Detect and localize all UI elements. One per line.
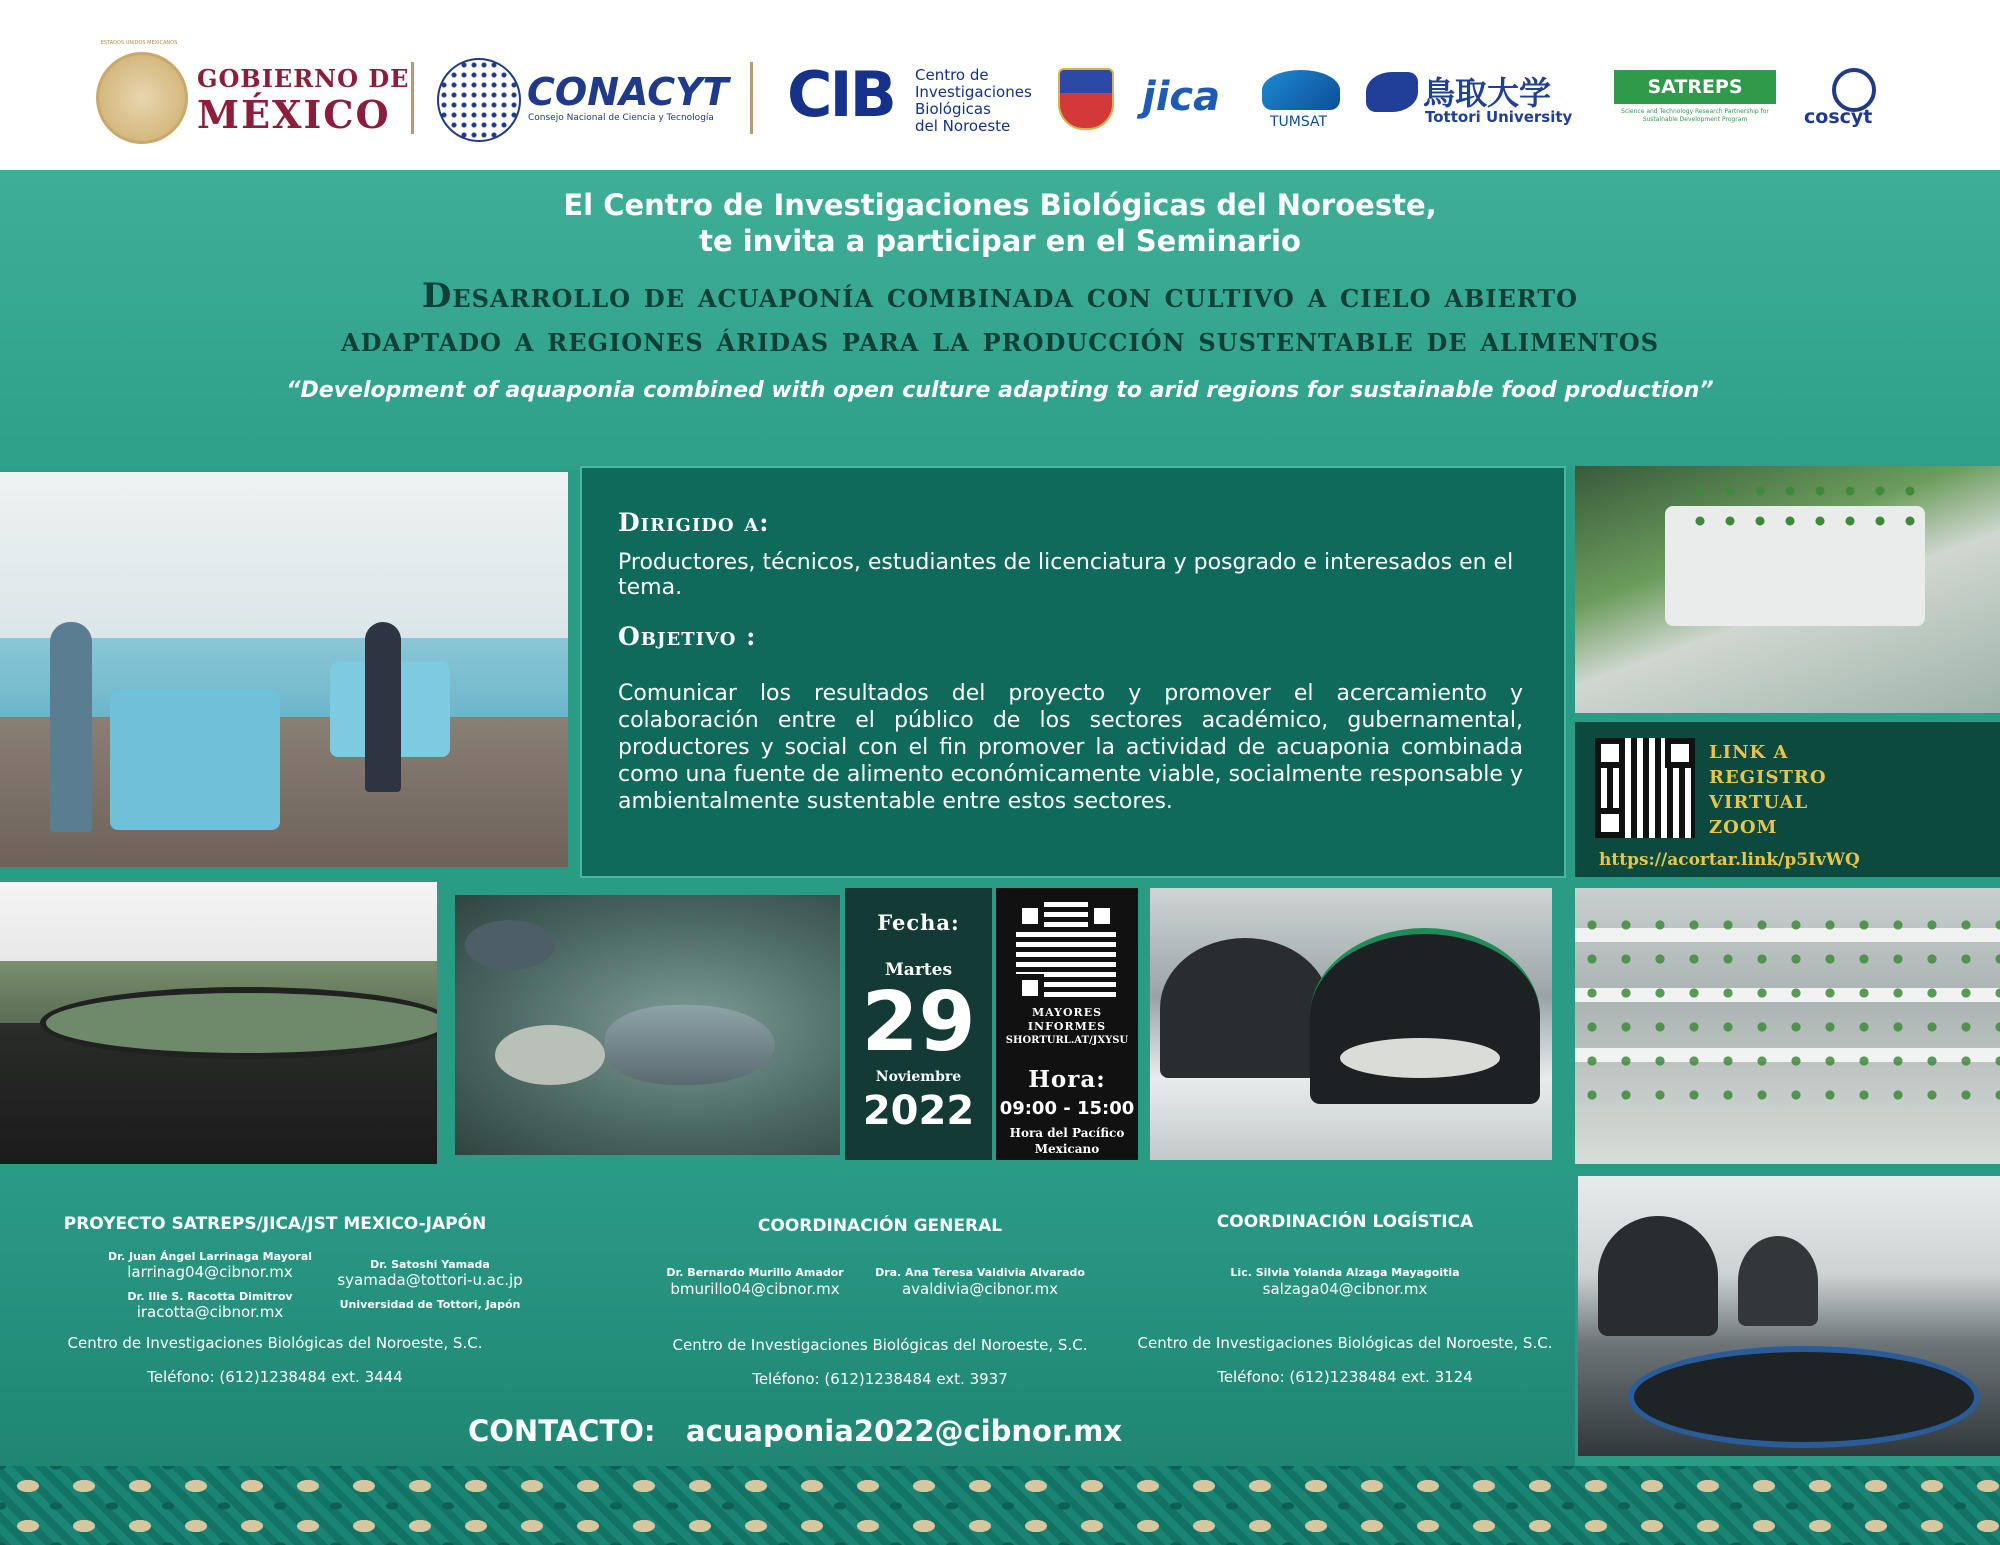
tank (110, 690, 280, 830)
col2-person2-email[interactable]: avaldivia@cibnor.mx (901, 1280, 1059, 1298)
intro-line2: te invita a participar en el Seminario (699, 224, 1301, 258)
gobierno-line2: MÉXICO (197, 92, 391, 137)
divider (411, 62, 414, 134)
fecha-year: 2022 (862, 1088, 975, 1134)
contacto-email[interactable]: acuaponia2022@cibnor.mx (686, 1414, 1123, 1448)
col1-person3-email[interactable]: iracotta@cibnor.mx (136, 1303, 284, 1321)
col3-title: COORDINACIÓN LOGÍSTICA (1216, 1212, 1474, 1232)
hydroponic-pipes-photo (1575, 888, 2000, 1164)
tank-open (1628, 1346, 1980, 1448)
gobierno-line1: GOBIERNO DE (197, 64, 410, 93)
registro-box[interactable] (1575, 722, 2000, 877)
cib-line4: del Noroeste (915, 117, 1011, 135)
col2-person2-name: Dra. Ana Teresa Valdivia Alvarado (875, 1266, 1085, 1279)
title-english: “Development of aquaponia combined with open culture adapting to arid regions for sustainable food production” (286, 378, 1714, 403)
informes-line2: INFORMES (1027, 1020, 1107, 1033)
hora-zone2: Mexicano (1034, 1142, 1100, 1156)
cib-line2: Investigaciones (915, 83, 1032, 101)
tumsat-name: TUMSAT (1270, 114, 1328, 130)
col1-institution: Centro de Investigaciones Biológicas del Noroeste, S.C. (67, 1334, 483, 1352)
dirigido-heading: Dirigido a: (618, 508, 770, 537)
col1-phone: Teléfono: (612)1238484 ext. 3444 (147, 1368, 403, 1386)
informes-line1: MAYORES (1031, 1006, 1103, 1019)
registro-line2: REGISTRO (1709, 767, 1827, 788)
coscyt-name: coscyt (1804, 106, 1873, 128)
fish (495, 1025, 605, 1085)
bcs-shield-icon (1058, 68, 1114, 130)
cib-line1: Centro de (915, 66, 989, 84)
fecha-month: Noviembre (875, 1069, 962, 1085)
qr-code-informes[interactable] (1016, 902, 1116, 1002)
tottori-english: Tottori University (1425, 108, 1573, 126)
conacyt-name: CONACYT (527, 70, 729, 114)
col2-person1-name: Dr. Bernardo Murillo Amador (666, 1266, 844, 1279)
mexico-seal-icon (96, 52, 188, 144)
col1-person4-name: Universidad de Tottori, Japón (339, 1298, 521, 1311)
col1-person2-email[interactable]: syamada@tottori-u.ac.jp (337, 1271, 523, 1289)
informes-link[interactable]: SHORTURL.AT/JXYSU (1005, 1035, 1129, 1046)
tilapia-photo (455, 895, 840, 1155)
col3-person1-email[interactable]: salzaga04@cibnor.mx (1262, 1280, 1428, 1298)
conacyt-subtitle: Consejo Nacional de Ciencia y Tecnología (528, 113, 714, 123)
tank-dome (1160, 938, 1330, 1078)
dome-tanks-photo (1578, 1176, 2000, 1456)
fecha-label: Fecha: (877, 910, 960, 935)
fish (465, 920, 555, 970)
mexico-seal-text: ESTADOS UNIDOS MEXICANOS (100, 40, 178, 46)
col1-person2-name: Dr. Satoshi Yamada (370, 1258, 490, 1271)
greenhouse-photo (0, 472, 568, 867)
qr-code-registro[interactable] (1595, 738, 1695, 838)
pattern-motif (0, 1466, 2000, 1545)
cib-line3: Biológicas (915, 100, 991, 118)
satreps-subtitle: Science and Technology Research Partnership for Sustainable Development Program (1621, 108, 1769, 123)
col3-person1-name: Lic. Silvia Yolanda Alzaga Mayagoitia (1230, 1266, 1460, 1279)
info-panel (580, 466, 1566, 878)
objetivo-heading: Objetivo : (618, 622, 757, 651)
registro-line1: LINK A (1709, 742, 1789, 763)
hora-zone1: Hora del Pacífico (1009, 1126, 1125, 1140)
fecha-weekday: Martes (884, 960, 953, 980)
tank-visitors-photo (0, 882, 437, 1164)
title-line2: adaptado a regiones áridas para la producción sustentable de alimentos (340, 320, 1660, 360)
col2-institution: Centro de Investigaciones Biológicas del Noroeste, S.C. (672, 1336, 1088, 1354)
conacyt-dots-icon (437, 58, 521, 142)
tank-dome (1598, 1216, 1718, 1336)
col1-person3-name: Dr. Ilie S. Racotta Dimitrov (127, 1290, 293, 1303)
tank-dome (1738, 1236, 1818, 1326)
fish (605, 1005, 775, 1085)
dirigido-text: Productores, técnicos, estudiantes de licenciatura y posgrado e interesados en el tema. (618, 550, 1514, 600)
logo-header (0, 0, 2000, 170)
tank-water (40, 987, 437, 1059)
fecha-day: 29 (861, 975, 976, 1070)
biofilter-tanks-photo (1150, 888, 1552, 1160)
tottori-japanese: 鳥取大学 (1423, 74, 1552, 112)
col2-person1-email[interactable]: bmurillo04@cibnor.mx (670, 1280, 840, 1298)
col1-title: PROYECTO SATREPS/JICA/JST MEXICO-JAPÓN (63, 1214, 487, 1234)
plants (1685, 476, 1915, 536)
person (365, 622, 401, 792)
intro-line1: El Centro de Investigaciones Biológicas del Noroeste, (563, 188, 1437, 222)
registro-line3: VIRTUAL (1709, 792, 1809, 813)
title-line1: Desarrollo de acuaponía combinada con cultivo a cielo abierto (421, 276, 1579, 316)
water-foam (1340, 1038, 1500, 1078)
person (50, 622, 92, 832)
aquaponic-strawberry-photo (1575, 466, 2000, 713)
divider (750, 62, 753, 134)
tottori-bird-icon (1366, 72, 1418, 112)
col2-phone: Teléfono: (612)1238484 ext. 3937 (752, 1370, 1008, 1388)
col3-institution: Centro de Investigaciones Biológicas del Noroeste, S.C. (1137, 1334, 1553, 1352)
tumsat-wave-icon (1262, 70, 1340, 110)
registro-line4: ZOOM (1709, 817, 1778, 838)
satreps-name: SATREPS (1647, 76, 1743, 98)
col1-person1-name: Dr. Juan Ángel Larrinaga Mayoral (107, 1250, 313, 1263)
col1-person1-email[interactable]: larrinag04@cibnor.mx (127, 1263, 293, 1281)
decorative-pattern (0, 1466, 2000, 1545)
hora-range: 09:00 - 15:00 (999, 1098, 1135, 1119)
registro-link[interactable]: https://acortar.link/p5IvWQ (1599, 850, 1860, 870)
col3-phone: Teléfono: (612)1238484 ext. 3124 (1217, 1368, 1473, 1386)
jica-logo: jica (1142, 74, 1221, 120)
col2-title: COORDINACIÓN GENERAL (757, 1216, 1003, 1236)
cib-logo: CIB (787, 58, 894, 131)
contacto-label: CONTACTO: (468, 1414, 656, 1448)
plants (1575, 908, 2000, 1108)
objetivo-text: Comunicar los resultados del proyecto y promover el acercamiento y colaboración entre el público de los sectores académico, gubernamental, productores y social con el fin promover la actividad de acuaponia combinada como una fuente de alimento económicamente viable, socialmente responsable y ambientalmente sustentable entre estos sectores. (618, 681, 1523, 814)
footer (0, 1176, 1575, 1466)
hora-label: Hora: (1028, 1066, 1106, 1093)
